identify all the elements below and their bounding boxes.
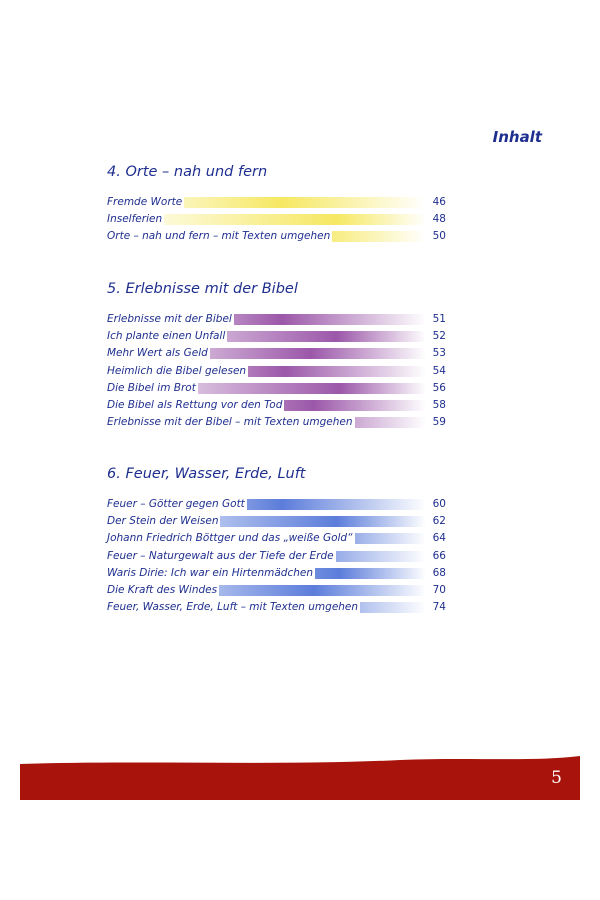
- toc-entry[interactable]: [106, 228, 446, 245]
- toc-section-6: [106, 466, 446, 616]
- toc-entry[interactable]: [106, 397, 446, 414]
- toc-entry[interactable]: [106, 380, 446, 397]
- entry-label: Die Bibel im Brot: [107, 380, 198, 397]
- footer-band: [20, 754, 580, 800]
- entry-page-number: 62: [432, 515, 446, 528]
- toc-section-4: [106, 164, 446, 246]
- entry-label: Feuer – Götter gegen Gott: [107, 496, 247, 513]
- entry-page-number: 52: [432, 330, 446, 343]
- toc-entry[interactable]: [106, 363, 446, 380]
- page-heading: Inhalt: [492, 128, 542, 146]
- entry-label: Heimlich die Bibel gelesen: [107, 363, 248, 380]
- entry-page-number: 58: [432, 398, 446, 411]
- toc-entry[interactable]: [106, 496, 446, 513]
- entry-label: Erlebnisse mit der Bibel – mit Texten umgehen: [107, 414, 355, 431]
- entry-page-number: 64: [432, 532, 446, 545]
- toc-entry[interactable]: [106, 530, 446, 547]
- entry-label: Die Bibel als Rettung vor den Tod: [107, 397, 284, 414]
- entry-label: Die Kraft des Windes: [107, 582, 219, 599]
- toc-entry[interactable]: [106, 328, 446, 345]
- footer-band-shape: [20, 756, 580, 800]
- entry-label: Feuer – Naturgewalt aus der Tiefe der Erde: [107, 548, 336, 565]
- section-title: 5. Erlebnisse mit der Bibel: [107, 281, 298, 297]
- toc-entry[interactable]: [106, 582, 446, 599]
- entry-label: Johann Friedrich Böttger und das „weiße Gold“: [107, 530, 355, 547]
- entry-page-number: 46: [432, 196, 446, 208]
- toc-entry[interactable]: [106, 414, 446, 431]
- entry-page-number: 59: [432, 416, 446, 429]
- toc-entry[interactable]: [106, 211, 446, 228]
- entry-page-number: 60: [432, 498, 446, 510]
- toc-entry[interactable]: [106, 548, 446, 565]
- entry-page-number: 54: [432, 364, 446, 377]
- entry-page-number: 66: [432, 549, 446, 562]
- entry-label: Fremde Worte: [107, 194, 184, 211]
- entry-page-number: 53: [432, 347, 446, 360]
- entry-page-number: 51: [432, 313, 446, 325]
- entry-page-number: 74: [432, 601, 446, 614]
- entry-label: Orte – nah und fern – mit Texten umgehen: [107, 228, 332, 245]
- entry-page-number: 48: [432, 213, 446, 226]
- entry-label: Waris Dirie: Ich war ein Hirtenmädchen: [107, 565, 315, 582]
- entry-page-number: 68: [432, 566, 446, 579]
- entry-label: Der Stein der Weisen: [107, 513, 220, 530]
- toc-entry[interactable]: [106, 311, 446, 328]
- toc-entry[interactable]: [106, 565, 446, 582]
- entry-label: Inselferien: [107, 211, 164, 228]
- toc-entry[interactable]: [106, 345, 446, 362]
- entry-label: Erlebnisse mit der Bibel: [107, 311, 234, 328]
- toc-entry[interactable]: [106, 599, 446, 616]
- toc-section-5: [106, 281, 446, 431]
- entry-label: Ich plante einen Unfall: [107, 328, 227, 345]
- toc-entry[interactable]: [106, 513, 446, 530]
- entry-page-number: 56: [432, 381, 446, 394]
- toc-entry[interactable]: [106, 194, 446, 211]
- section-title: 4. Orte – nah und fern: [107, 164, 268, 180]
- entry-label: Mehr Wert als Geld: [107, 345, 210, 362]
- page-number: 5: [551, 768, 562, 788]
- entry-label: Feuer, Wasser, Erde, Luft – mit Texten umgehen: [107, 599, 360, 616]
- section-title: 6. Feuer, Wasser, Erde, Luft: [107, 466, 306, 482]
- entry-page-number: 50: [432, 230, 446, 243]
- entry-page-number: 70: [432, 583, 446, 596]
